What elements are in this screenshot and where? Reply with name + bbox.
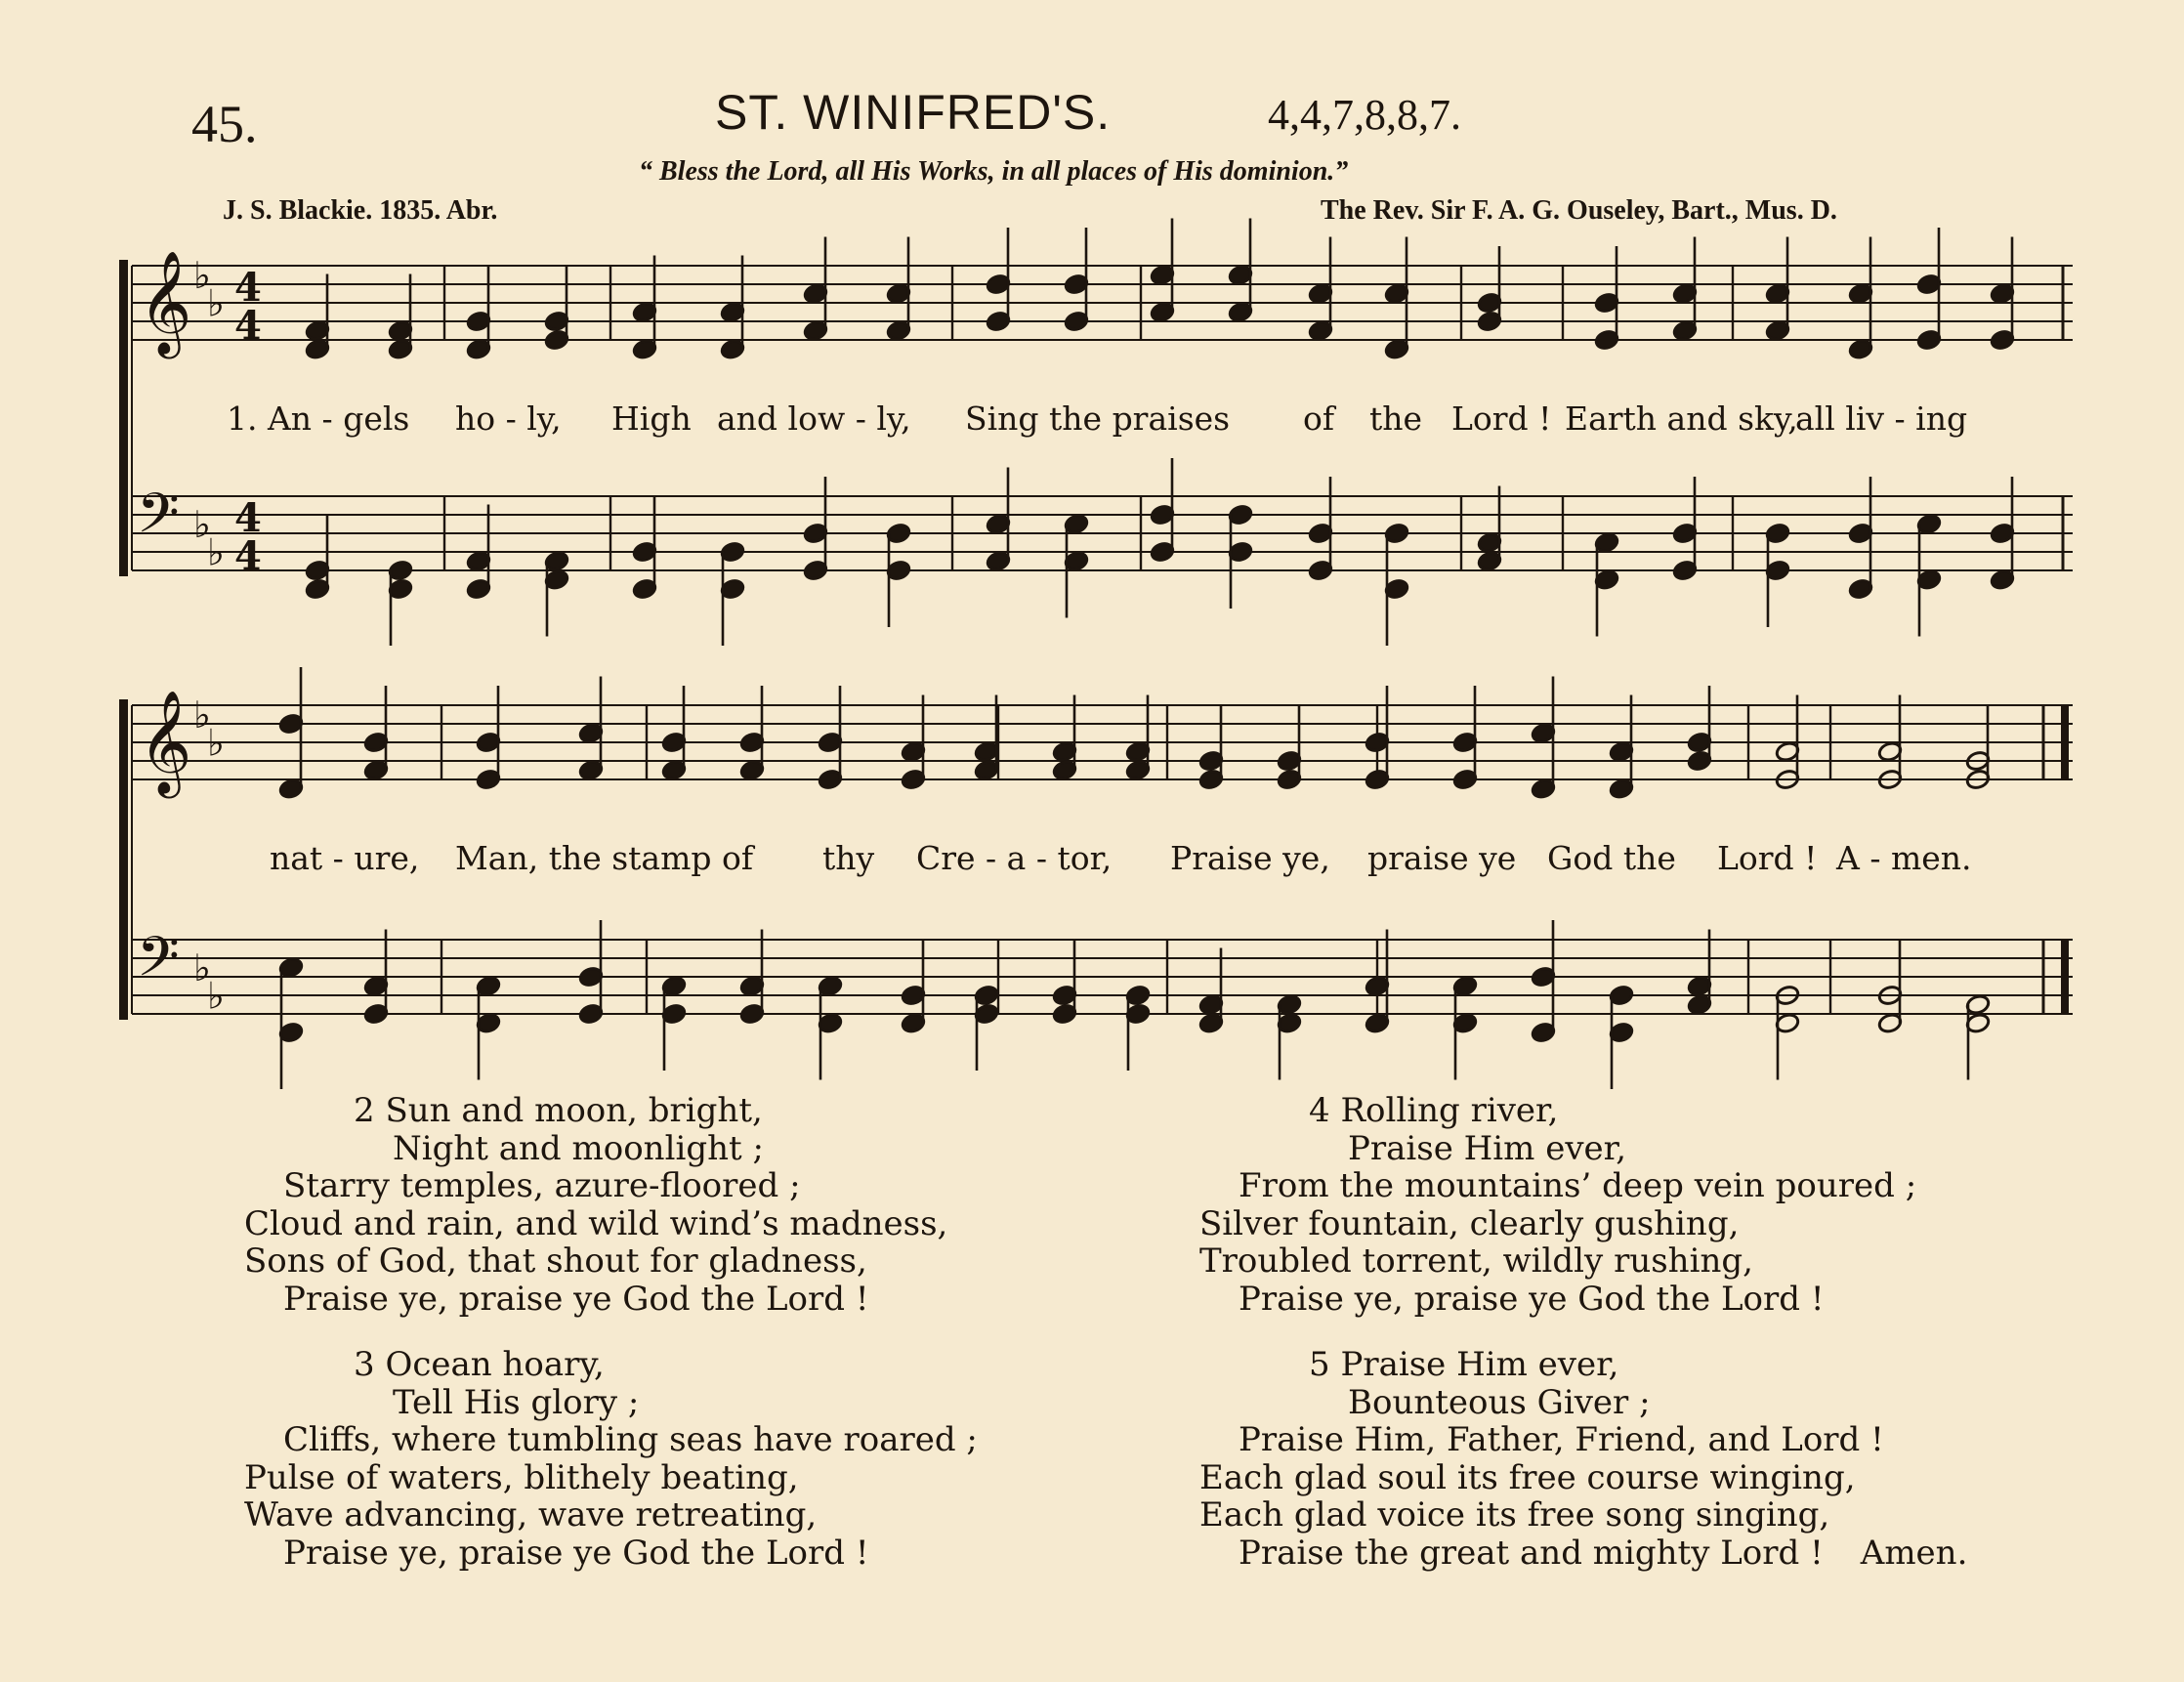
treble-clef-icon: 𝄞 xyxy=(139,689,192,794)
time-signature-top: 4 xyxy=(234,265,262,312)
verse-line: 2 Sun and moon, bright, xyxy=(354,1091,763,1130)
lyric-syllable: Sing the praises xyxy=(965,399,1231,438)
verse-line: Bounteous Giver ; xyxy=(1348,1382,1651,1422)
hymn-composer: The Rev. Sir F. A. G. Ouseley, Bart., Mus. D. xyxy=(1321,195,1837,226)
verse-line: Cliffs, where tumbling seas have roared ; xyxy=(283,1420,978,1459)
amen-label: Amen. xyxy=(1860,1533,1968,1573)
hymn-epigraph: “ Bless the Lord, all His Works, in all places of His dominion.” xyxy=(639,156,1349,187)
verse-line: From the mountains’ deep vein poured ; xyxy=(1239,1166,1917,1205)
system-bracket xyxy=(119,699,128,1020)
lyric-syllable: nat - ure, xyxy=(270,839,420,877)
verse-line: Tell His glory ; xyxy=(393,1382,640,1422)
hymn-author: J. S. Blackie. 1835. Abr. xyxy=(223,195,498,226)
lyric-syllable: of xyxy=(1303,399,1335,438)
lyric-syllable: Lord ! xyxy=(1451,399,1552,438)
lyric-syllable: Man, the stamp of xyxy=(455,839,754,877)
hymn-number: 45. xyxy=(191,95,258,153)
verse-line: Night and moonlight ; xyxy=(393,1128,764,1168)
verse-line-text: Praise the great and mighty Lord ! xyxy=(1239,1533,1824,1573)
verse-line: Praise Him, Father, Friend, and Lord ! xyxy=(1239,1420,1884,1459)
lyric-syllable: all liv - ing xyxy=(1795,399,1968,438)
verse-line: Starry temples, azure-floored ; xyxy=(283,1166,801,1205)
lyric-syllable: Praise ye, xyxy=(1170,839,1330,877)
lyric-syllable: God the xyxy=(1547,839,1676,877)
lyric-syllable: A - men. xyxy=(1836,839,1972,877)
verse-line: Each glad soul its free course winging, xyxy=(1199,1457,1856,1497)
lyric-syllable: High xyxy=(611,399,692,438)
verse-line: Praise Him ever, xyxy=(1348,1128,1626,1168)
lyric-syllable: Cre - a - tor, xyxy=(916,839,1113,877)
flat-sign-icon: ♭ xyxy=(207,721,225,765)
verse-3 xyxy=(244,1346,978,1572)
verse-line: Troubled torrent, wildly rushing, xyxy=(1199,1241,1753,1281)
verse-line: Praise ye, praise ye God the Lord ! xyxy=(1239,1279,1825,1319)
verse-line xyxy=(1199,1535,1967,1573)
time-signature-bottom: 4 xyxy=(234,303,262,350)
staff-lines xyxy=(132,266,2073,1014)
verse-line: 5 Praise Him ever, xyxy=(1309,1345,1619,1384)
verse-line: Wave advancing, wave retreating, xyxy=(244,1495,818,1535)
system-bracket xyxy=(119,260,128,576)
bass-clef-icon: 𝄢 xyxy=(137,482,180,560)
treble-clef-icon: 𝄞 xyxy=(139,249,192,355)
hymn-meter: 4,4,7,8,8,7. xyxy=(1268,91,1461,139)
time-signature-bottom: 4 xyxy=(234,533,262,580)
clefs-and-signatures xyxy=(137,249,262,1017)
verse-line: Cloud and rain, and wild wind’s madness, xyxy=(244,1203,948,1243)
verse-5 xyxy=(1199,1346,1967,1572)
verse-2 xyxy=(244,1092,947,1318)
flat-sign-icon: ♭ xyxy=(193,946,211,990)
lyric-syllable: praise ye xyxy=(1367,839,1517,877)
lyric-syllable: and low - ly, xyxy=(717,399,911,438)
flat-sign-icon: ♭ xyxy=(207,974,225,1018)
lyric-syllable: 1. An - gels xyxy=(227,399,410,438)
lyric-syllable: Earth and sky, xyxy=(1565,399,1798,438)
flat-sign-icon: ♭ xyxy=(207,281,225,325)
flat-sign-icon: ♭ xyxy=(193,254,211,298)
verse-4 xyxy=(1199,1092,1916,1318)
final-barline xyxy=(2061,705,2069,779)
verse-line: Sons of God, that shout for gladness, xyxy=(244,1241,867,1281)
lyric-syllable: Lord ! xyxy=(1717,839,1818,877)
time-signature-top: 4 xyxy=(234,495,262,542)
verse-line: 3 Ocean hoary, xyxy=(354,1345,605,1384)
flat-sign-icon: ♭ xyxy=(207,530,225,574)
lyric-syllable: thy xyxy=(822,839,875,877)
verse-line: Pulse of waters, blithely beating, xyxy=(244,1457,799,1497)
verse-line: 4 Rolling river, xyxy=(1309,1091,1559,1130)
verse-line: Each glad voice its free song singing, xyxy=(1199,1495,1830,1535)
verse-line: Praise ye, praise ye God the Lord ! xyxy=(283,1533,869,1573)
lyric-syllable: ho - ly, xyxy=(455,399,562,438)
barlines xyxy=(119,260,2069,1020)
flat-sign-icon: ♭ xyxy=(193,694,211,737)
final-barline xyxy=(2061,940,2069,1014)
bass-clef-icon: 𝄢 xyxy=(137,925,180,1003)
flat-sign-icon: ♭ xyxy=(193,503,211,547)
lyric-syllable: the xyxy=(1369,399,1423,438)
verse-line: Praise ye, praise ye God the Lord ! xyxy=(283,1279,869,1319)
verse-line: Silver fountain, clearly gushing, xyxy=(1199,1203,1740,1243)
hymn-title: ST. WINIFRED'S. xyxy=(715,85,1112,140)
